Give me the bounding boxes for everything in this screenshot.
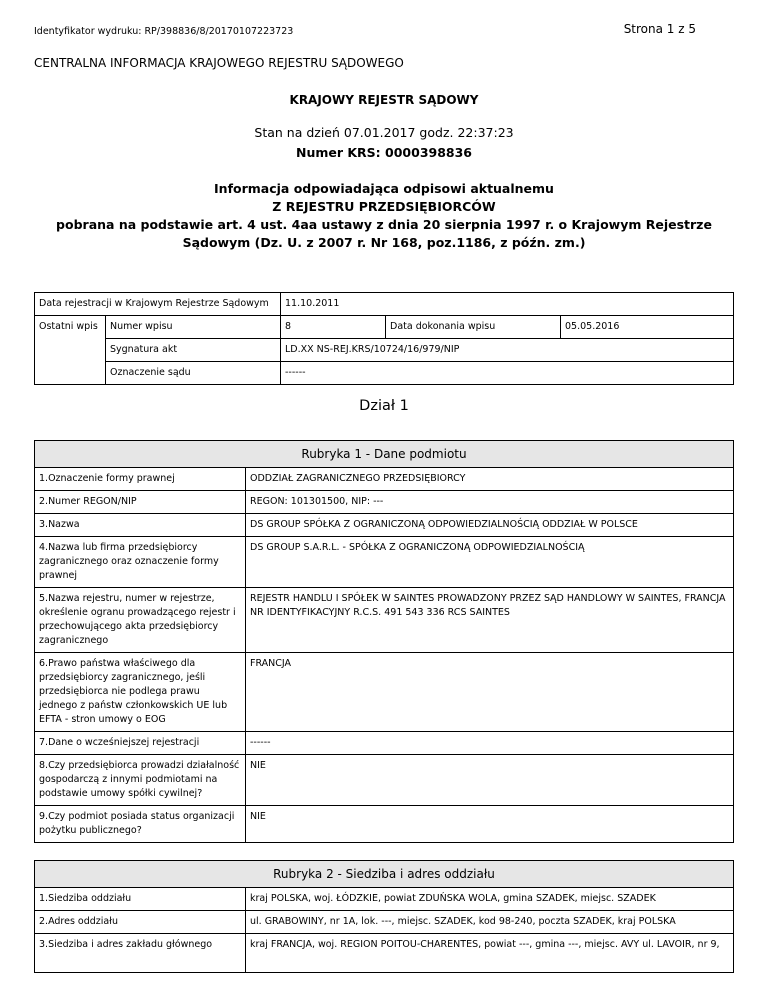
- reg-date-label: Data rejestracji w Krajowym Rejestrze Sądowym: [35, 293, 281, 316]
- table-row: [35, 588, 734, 653]
- entry-number-value: 8: [281, 316, 386, 339]
- row-label: 7.Dane o wcześniejszej rejestracji: [35, 732, 246, 755]
- court-value: ------: [281, 362, 734, 385]
- page-number: Strona 1 z 5: [623, 22, 696, 36]
- row-label: 2.Adres oddziału: [35, 911, 246, 934]
- table-row: [35, 934, 734, 973]
- row-value: NIE: [246, 806, 734, 843]
- central-info-heading: CENTRALNA INFORMACJA KRAJOWEGO REJESTRU SĄDOWEGO: [34, 56, 404, 70]
- rubryka-1-table: [34, 440, 734, 843]
- table-row: [35, 732, 734, 755]
- table-row: [35, 537, 734, 588]
- last-entry-label: Ostatni wpis: [35, 316, 106, 385]
- row-value: REGON: 101301500, NIP: ---: [246, 491, 734, 514]
- file-signature-value: LD.XX NS-REJ.KRS/10724/16/979/NIP: [281, 339, 734, 362]
- table-row: [35, 911, 734, 934]
- info-line-2: Z REJESTRU PRZEDSIĘBIORCÓW: [272, 199, 496, 214]
- info-block: [0, 180, 768, 252]
- file-signature-label: Sygnatura akt: [106, 339, 281, 362]
- print-identifier: Identyfikator wydruku: RP/398836/8/20170107223723: [34, 26, 294, 37]
- row-value: REJESTR HANDLU I SPÓŁEK W SAINTES PROWADZONY PRZEZ SĄD HANDLOWY W SAINTES, FRANCJA NR IDENTYFIKACYJNY R.C.S. 491 543 336 RCS SAINTES: [246, 588, 734, 653]
- rubryka-1-title: Rubryka 1 - Dane podmiotu: [35, 441, 734, 468]
- row-label: 5.Nazwa rejestru, numer w rejestrze, określenie ogranu prowadzącego rejestr i przechowującego akta przedsiębiorcy zagranicznego: [35, 588, 246, 653]
- row-label: 4.Nazwa lub firma przedsiębiorcy zagranicznego oraz oznaczenie formy prawnej: [35, 537, 246, 588]
- row-value: NIE: [246, 755, 734, 806]
- row-value: DS GROUP SPÓŁKA Z OGRANICZONĄ ODPOWIEDZIALNOŚCIĄ ODDZIAŁ W POLSCE: [246, 514, 734, 537]
- row-value: kraj FRANCJA, woj. REGION POITOU-CHARENTES, powiat ---, gmina ---, miejsc. AVY ul. LAVOIR, nr 9,: [246, 934, 734, 973]
- rubryka-2-table: [34, 860, 734, 973]
- court-label: Oznaczenie sądu: [106, 362, 281, 385]
- rubryka-2-title: Rubryka 2 - Siedziba i adres oddziału: [35, 861, 734, 888]
- table-row: [35, 514, 734, 537]
- row-label: 1.Siedziba oddziału: [35, 888, 246, 911]
- row-value: DS GROUP S.A.R.L. - SPÓŁKA Z OGRANICZONĄ ODPOWIEDZIALNOŚCIĄ: [246, 537, 734, 588]
- krs-number: Numer KRS: 0000398836: [295, 145, 473, 160]
- entry-date-value: 05.05.2016: [561, 316, 734, 339]
- table-row: [35, 468, 734, 491]
- row-label: 2.Numer REGON/NIP: [35, 491, 246, 514]
- entry-number-label: Numer wpisu: [106, 316, 281, 339]
- info-line-1: Informacja odpowiadająca odpisowi aktualnemu: [214, 181, 554, 196]
- document-title: KRAJOWY REJESTR SĄDOWY: [289, 93, 479, 107]
- table-row: [35, 888, 734, 911]
- registration-table: [34, 292, 734, 385]
- row-label: 1.Oznaczenie formy prawnej: [35, 468, 246, 491]
- row-label: 8.Czy przedsiębiorca prowadzi działalność gospodarczą z innymi podmiotami na podstawie umowy spółki cywilnej?: [35, 755, 246, 806]
- row-value: kraj POLSKA, woj. ŁÓDZKIE, powiat ZDUŃSKA WOLA, gmina SZADEK, miejsc. SZADEK: [246, 888, 734, 911]
- row-label: 9.Czy podmiot posiada status organizacji pożytku publicznego?: [35, 806, 246, 843]
- table-row: [35, 491, 734, 514]
- table-row: [35, 653, 734, 732]
- table-row: [35, 755, 734, 806]
- row-value: ------: [246, 732, 734, 755]
- info-line-3: pobrana na podstawie art. 4 ust. 4aa ustawy z dnia 20 sierpnia 1997 r. o Krajowym Rejestrze: [56, 217, 712, 232]
- state-date: Stan na dzień 07.01.2017 godz. 22:37:23: [254, 125, 514, 140]
- row-label: 3.Siedziba i adres zakładu głównego: [35, 934, 246, 973]
- row-value: ul. GRABOWINY, nr 1A, lok. ---, miejsc. SZADEK, kod 98-240, poczta SZADEK, kraj POLSKA: [246, 911, 734, 934]
- section-title: Dział 1: [359, 398, 409, 414]
- row-value: ODDZIAŁ ZAGRANICZNEGO PRZEDSIĘBIORCY: [246, 468, 734, 491]
- reg-date-value: 11.10.2011: [281, 293, 734, 316]
- entry-date-label: Data dokonania wpisu: [386, 316, 561, 339]
- info-line-4: Sądowym (Dz. U. z 2007 r. Nr 168, poz.1186, z późn. zm.): [182, 235, 586, 250]
- row-label: 6.Prawo państwa właściwego dla przedsiębiorcy zagranicznego, jeśli przedsiębiorca nie podlega prawu jednego z państw członkowskich UE lub EFTA - stron umowy o EOG: [35, 653, 246, 732]
- row-value: FRANCJA: [246, 653, 734, 732]
- row-label: 3.Nazwa: [35, 514, 246, 537]
- table-row: [35, 806, 734, 843]
